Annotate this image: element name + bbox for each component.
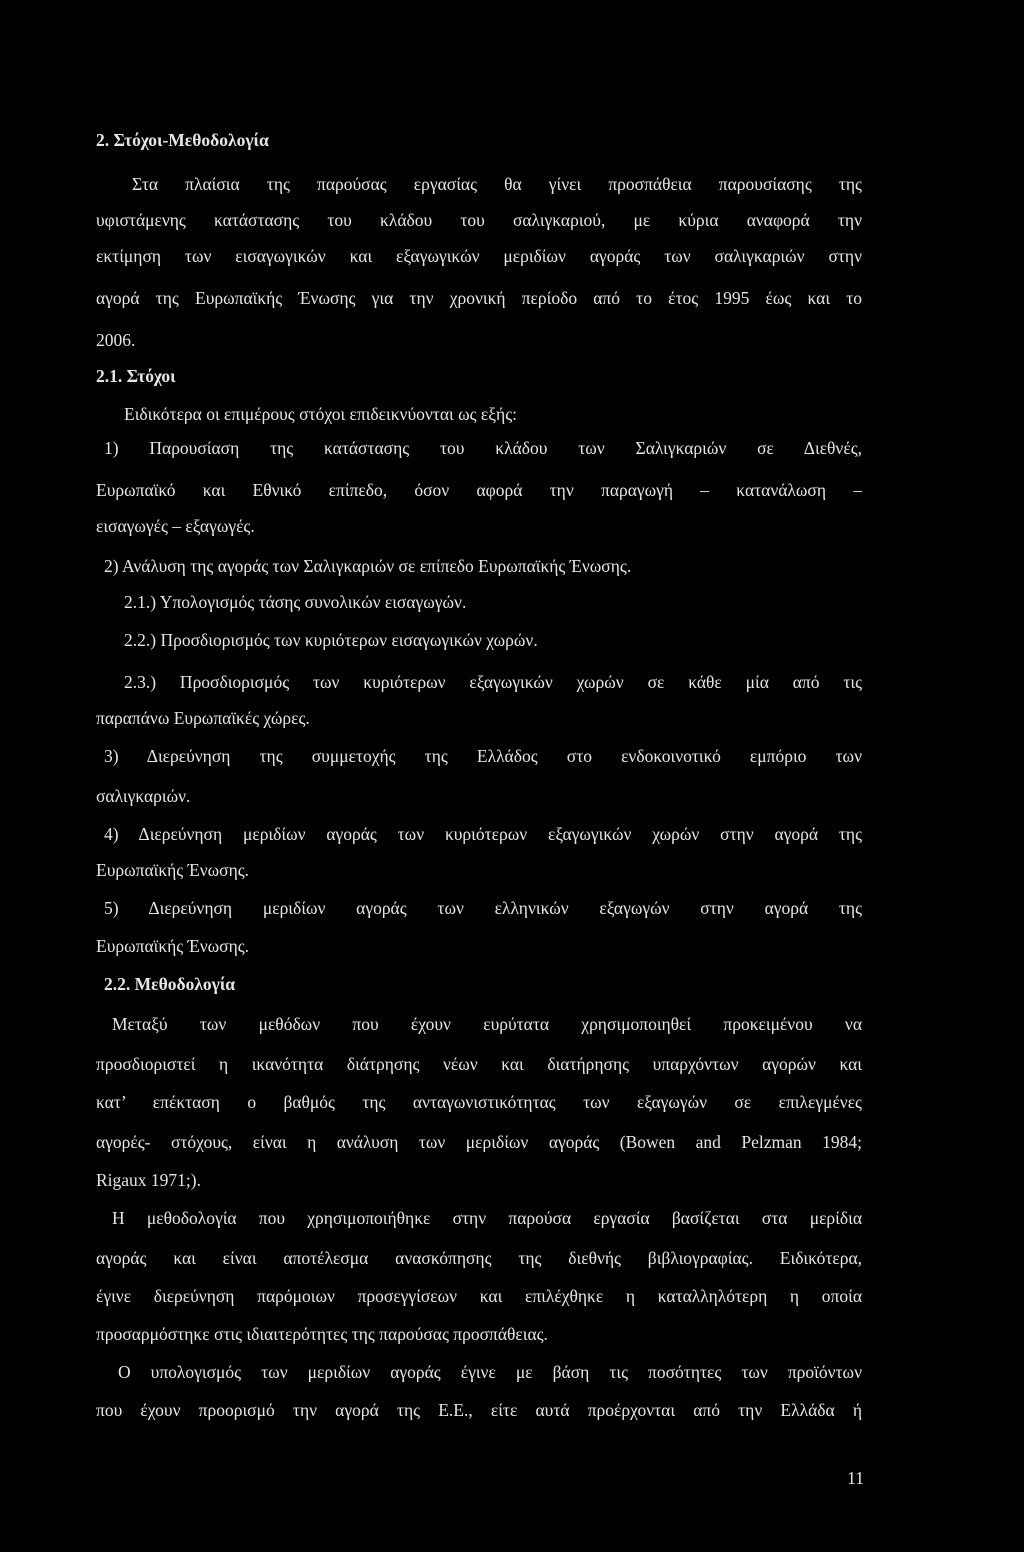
list-item: 1) Παρουσίαση της κατάστασης του κλάδου των Σαλιγκαριών σε Διεθνές, (104, 438, 862, 458)
subsection-heading: 2.1. Στόχοι (96, 366, 176, 386)
paragraph-line: που έχουν προορισμό την αγορά της Ε.Ε., είτε αυτά προέρχονται από την Ελλάδα ή (96, 1400, 862, 1420)
paragraph-line: προσδιοριστεί η ικανότητα διάτρησης νέων και διατήρησης υπαρχόντων αγορών και (96, 1054, 862, 1074)
paragraph-line: Rigaux 1971;). (96, 1170, 201, 1190)
paragraph-line: Μεταξύ των μεθόδων που έχουν ευρύτατα χρησιμοποιηθεί προκειμένου να (112, 1014, 862, 1034)
list-item: Ευρωπαϊκό και Εθνικό επίπεδο, όσον αφορά την παραγωγή – κατανάλωση – (96, 480, 862, 500)
paragraph-line: αγοράς και είναι αποτέλεσμα ανασκόπησης της διεθνής βιβλιογραφίας. Ειδικότερα, (96, 1248, 862, 1268)
section-heading: 2. Στόχοι-Μεθοδολογία (96, 130, 269, 150)
list-item: 5) Διερεύνηση μεριδίων αγοράς των ελληνικών εξαγωγών στην αγορά της (104, 898, 862, 918)
paragraph-line: αγορές- στόχους, είναι η ανάλυση των μεριδίων αγοράς (Bowen and Pelzman 1984; (96, 1132, 862, 1152)
list-item: Ευρωπαϊκής Ένωσης. (96, 936, 250, 956)
list-item: 3) Διερεύνηση της συμμετοχής της Ελλάδος στο ενδοκοινοτικό εμπόριο των (104, 746, 862, 766)
list-item: 2) Ανάλυση της αγοράς των Σαλιγκαριών σε επίπεδο Ευρωπαϊκής Ένωσης. (104, 556, 632, 576)
paragraph-line: εκτίμηση των εισαγωγικών και εξαγωγικών μεριδίων αγοράς των σαλιγκαριών στην (96, 246, 862, 266)
paragraph-line: Η μεθοδολογία που χρησιμοποιήθηκε στην παρούσα εργασία βασίζεται στα μερίδια (112, 1208, 862, 1228)
list-item: Ευρωπαϊκής Ένωσης. (96, 860, 250, 880)
list-item: 4) Διερεύνηση μεριδίων αγοράς των κυριότερων εξαγωγικών χωρών στην αγορά της (104, 824, 862, 844)
list-item: 2.1.) Υπολογισμός τάσης συνολικών εισαγωγών. (124, 592, 467, 612)
list-item: παραπάνω Ευρωπαϊκές χώρες. (96, 708, 310, 728)
list-item: 2.2.) Προσδιορισμός των κυριότερων εισαγωγικών χωρών. (124, 630, 538, 650)
paragraph-line: προσαρμόστηκε στις ιδιαιτερότητες της παρούσας προσπάθειας. (96, 1324, 548, 1344)
list-item: 2.3.) Προσδιορισμός των κυριότερων εξαγωγικών χωρών σε κάθε μία από τις (124, 672, 862, 692)
paragraph-line: 2006. (96, 330, 136, 350)
paragraph-line: Ο υπολογισμός των μεριδίων αγοράς έγινε με βάση τις ποσότητες των προϊόντων (118, 1362, 862, 1382)
paragraph-line: υφιστάμενης κατάστασης του κλάδου του σαλιγκαριού, με κύρια αναφορά την (96, 210, 862, 230)
paragraph-line: Ειδικότερα οι επιμέρους στόχοι επιδεικνύονται ως εξής: (124, 404, 517, 424)
paragraph-line: έγινε διερεύνηση παρόμοιων προσεγγίσεων και επιλέχθηκε η καταλληλότερη η οποία (96, 1286, 862, 1306)
paragraph-line: αγορά της Ευρωπαϊκής Ένωσης για την χρονική περίοδο από το έτος 1995 έως και το (96, 288, 862, 308)
paragraph-line: κατ’ επέκταση ο βαθμός της ανταγωνιστικότητας των εξαγωγών σε επιλεγμένες (96, 1092, 862, 1112)
page-number: 11 (847, 1468, 864, 1488)
list-item: εισαγωγές – εξαγωγές. (96, 516, 255, 536)
subsection-heading: 2.2. Μεθοδολογία (104, 974, 236, 994)
paragraph-line: Στα πλαίσια της παρούσας εργασίας θα γίνει προσπάθεια παρουσίασης της (132, 174, 862, 194)
list-item: σαλιγκαριών. (96, 786, 191, 806)
